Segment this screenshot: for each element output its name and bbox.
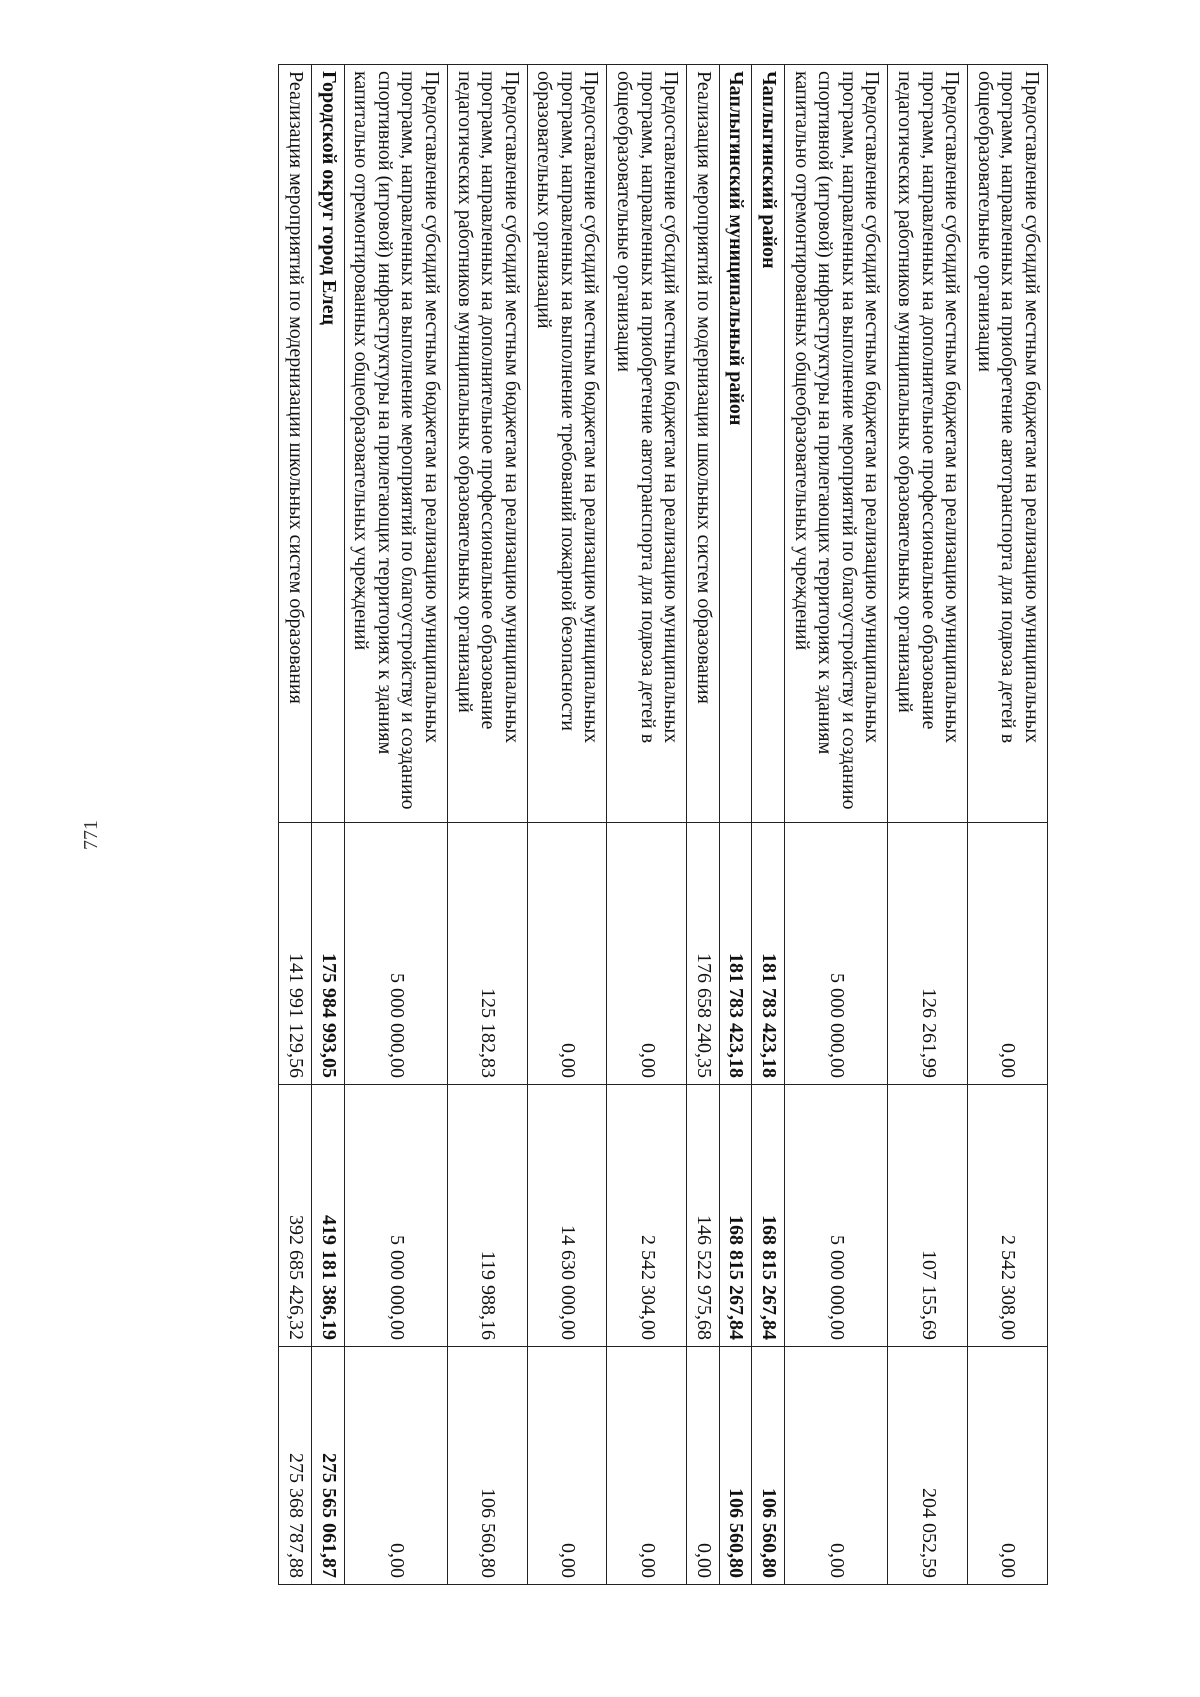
row-description: Чаплыгинский муниципальный район	[719, 65, 752, 823]
table-row	[968, 65, 1048, 1585]
row-value-1: 126 261,99	[888, 823, 968, 1085]
row-value-1: 0,00	[607, 823, 687, 1085]
row-value-3: 0,00	[785, 1347, 888, 1585]
row-value-2: 2 542 304,00	[607, 1085, 687, 1347]
row-value-1: 5 000 000,00	[785, 823, 888, 1085]
row-value-2: 392 685 426,32	[279, 1085, 312, 1347]
table-row	[785, 65, 888, 1585]
row-description: Городской округ город Елец	[311, 65, 344, 823]
row-value-3: 0,00	[687, 1347, 720, 1585]
row-value-1: 176 658 240,35	[687, 823, 720, 1085]
table-row	[888, 65, 968, 1585]
table-row	[527, 65, 607, 1585]
row-value-3: 204 052,59	[888, 1347, 968, 1585]
row-description: Реализация мероприятий по модернизации школьных систем образования	[279, 65, 312, 823]
row-value-2: 2 542 308,00	[968, 1085, 1048, 1347]
table-row	[447, 65, 527, 1585]
row-description: Реализация мероприятий по модернизации школьных систем образования	[687, 65, 720, 823]
row-value-3: 0,00	[607, 1347, 687, 1585]
row-value-3: 106 560,80	[719, 1347, 752, 1585]
row-value-1: 0,00	[527, 823, 607, 1085]
row-value-1: 181 783 423,18	[719, 823, 752, 1085]
row-value-1: 181 783 423,18	[752, 823, 785, 1085]
budget-table-body	[279, 65, 1048, 1585]
row-value-1: 5 000 000,00	[344, 823, 447, 1085]
row-value-3: 0,00	[968, 1347, 1048, 1585]
page-number: 771	[80, 820, 102, 850]
row-value-1: 141 991 129,56	[279, 823, 312, 1085]
row-description: Предоставление субсидий местным бюджетам на реализацию муниципальных программ, направленных на выполнение мероприятий по благоустройству и созданию спортивной (игровой) инфраструктуры на прилегающих территориях к зданиям капитально отремонтированных общеобразовательных учреждений	[344, 65, 447, 823]
row-value-2: 5 000 000,00	[344, 1085, 447, 1347]
row-value-2: 14 630 000,00	[527, 1085, 607, 1347]
row-value-2: 119 988,16	[447, 1085, 527, 1347]
row-description: Предоставление субсидий местным бюджетам на реализацию муниципальных программ, направленных на приобретение автотранспорта для подвоза детей в общеобразовательные организации	[968, 65, 1048, 823]
budget-table-container	[278, 64, 1048, 1585]
row-value-3: 106 560,80	[752, 1347, 785, 1585]
budget-table	[278, 64, 1048, 1585]
row-description: Предоставление субсидий местным бюджетам на реализацию муниципальных программ, направленных на выполнение требований пожарной безопасности образовательных организаций	[527, 65, 607, 823]
row-value-2: 168 815 267,84	[719, 1085, 752, 1347]
row-value-2: 168 815 267,84	[752, 1085, 785, 1347]
table-row	[687, 65, 720, 1585]
row-value-3: 106 560,80	[447, 1347, 527, 1585]
row-value-3: 275 368 787,88	[279, 1347, 312, 1585]
table-row	[344, 65, 447, 1585]
table-row-subtotal	[719, 65, 752, 1585]
table-row	[279, 65, 312, 1585]
row-value-2: 146 522 975,68	[687, 1085, 720, 1347]
row-value-1: 0,00	[968, 823, 1048, 1085]
table-row	[607, 65, 687, 1585]
row-description: Предоставление субсидий местным бюджетам на реализацию муниципальных программ, направленных на приобретение автотранспорта для подвоза детей в общеобразовательные организации	[607, 65, 687, 823]
row-description: Чаплыгинский район	[752, 65, 785, 823]
table-row-subtotal	[752, 65, 785, 1585]
row-value-3: 0,00	[527, 1347, 607, 1585]
row-value-2: 419 181 386,19	[311, 1085, 344, 1347]
row-description: Предоставление субсидий местным бюджетам на реализацию муниципальных программ, направленных на выполнение мероприятий по благоустройству и созданию спортивной (игровой) инфраструктуры на прилегающих территориях к зданиям капитально отремонтированных общеобразовательных учреждений	[785, 65, 888, 823]
row-value-3: 0,00	[344, 1347, 447, 1585]
row-value-1: 125 182,83	[447, 823, 527, 1085]
row-value-1: 175 984 993,05	[311, 823, 344, 1085]
row-description: Предоставление субсидий местным бюджетам на реализацию муниципальных программ, направленных на дополнительное профессиональное образование педагогических работников муниципальных образовательных организаций	[447, 65, 527, 823]
row-value-3: 275 565 061,87	[311, 1347, 344, 1585]
row-value-2: 107 155,69	[888, 1085, 968, 1347]
table-row-subtotal	[311, 65, 344, 1585]
row-value-2: 5 000 000,00	[785, 1085, 888, 1347]
row-description: Предоставление субсидий местным бюджетам на реализацию муниципальных программ, направленных на дополнительное профессиональное образование педагогических работников муниципальных образовательных организаций	[888, 65, 968, 823]
